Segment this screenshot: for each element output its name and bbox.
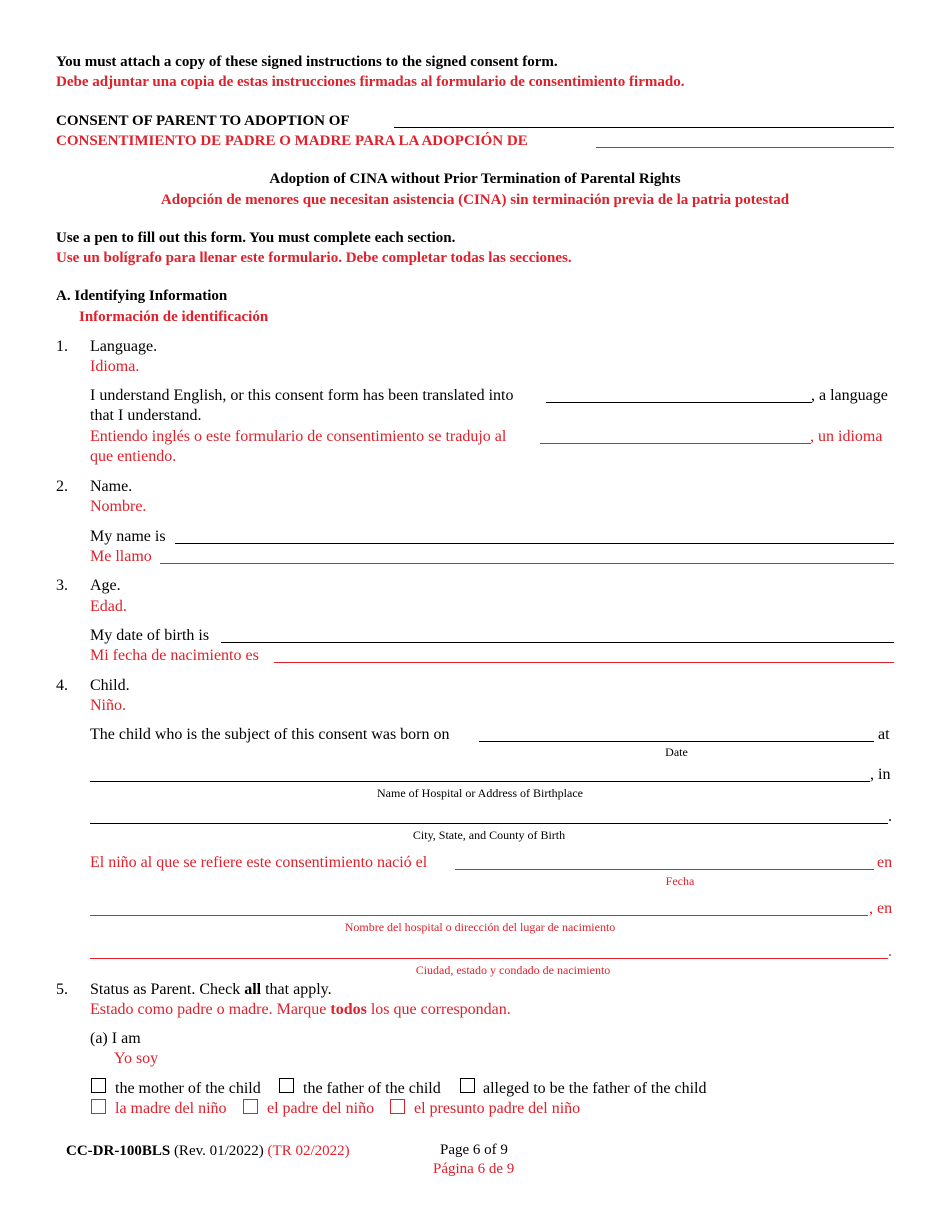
city-caption-en: City, State, and County of Birth [412, 828, 566, 842]
alleged-father-checkbox-en[interactable] [460, 1078, 475, 1093]
language-text-en: I understand English, or this consent form has been translated into [90, 387, 514, 404]
item-2-number: 2. [56, 478, 68, 495]
language-label-es: Idioma. [90, 358, 140, 375]
name-field-es[interactable] [160, 563, 894, 564]
age-label-es: Edad. [90, 598, 127, 615]
form-id: CC-DR-100BLS (Rev. 01/2022) (TR 02/2022) [66, 1143, 350, 1159]
consent-title-es: CONSENTIMIENTO DE PADRE O MADRE PARA LA ADOPCIÓN DE [56, 133, 528, 149]
adoptee-name-field-es[interactable] [596, 147, 894, 148]
language-field-es[interactable] [540, 443, 811, 444]
age-label-en: Age. [90, 577, 121, 594]
item-1-number: 1. [56, 338, 68, 355]
period-es: . [888, 943, 892, 960]
child-label-es: Niño. [90, 697, 126, 714]
child-en-text-es: en [877, 854, 893, 871]
language-field-en[interactable] [546, 402, 812, 403]
mother-checkbox-es[interactable] [91, 1099, 106, 1114]
period-en: . [888, 808, 892, 825]
father-option-es: el padre del niño [267, 1100, 375, 1117]
pen-instruction-en: Use a pen to fill out this form. You must complete each section. [56, 230, 456, 246]
pen-instruction-es: Use un bolígrafo para llenar este formulario. Debe completar todas las secciones. [56, 250, 572, 266]
comma-en-text-es: , en [869, 900, 893, 917]
name-text-es: Me llamo [90, 548, 152, 565]
hospital-caption-es: Nombre del hospital o dirección del lugar de nacimiento [344, 920, 616, 934]
item-5-number: 5. [56, 981, 68, 998]
alleged-father-option-en: alleged to be the father of the child [483, 1080, 707, 1097]
subtitle-en: Adoption of CINA without Prior Termination of Parental Rights [269, 171, 681, 187]
date-caption-en: Date [665, 745, 688, 759]
item-4-number: 4. [56, 677, 68, 694]
city-caption-es: Ciudad, estado y condado de nacimiento [415, 963, 611, 977]
father-checkbox-en[interactable] [279, 1078, 294, 1093]
dob-field-en[interactable] [221, 642, 894, 643]
dob-field-es[interactable] [274, 662, 894, 663]
status-label-en: Status as Parent. Check all that apply. [90, 981, 332, 998]
alleged-father-checkbox-es[interactable] [390, 1099, 405, 1114]
city-state-county-field-es[interactable] [90, 958, 888, 959]
birthplace-field-es[interactable] [90, 915, 868, 916]
birthplace-field-en[interactable] [90, 781, 870, 782]
birth-date-field-en[interactable] [479, 741, 874, 742]
sub-a-label-es: Yo soy [114, 1050, 159, 1067]
section-a-title-es: Información de identificación [79, 309, 269, 325]
attach-notice-en: You must attach a copy of these signed instructions to the signed consent form. [56, 54, 558, 70]
language-text-en-2: that I understand. [90, 407, 202, 424]
city-state-county-field-en[interactable] [90, 823, 888, 824]
item-3-number: 3. [56, 577, 68, 594]
mother-checkbox-en[interactable] [91, 1078, 106, 1093]
name-field-en[interactable] [175, 543, 894, 544]
language-text-en-tail: , a language [811, 387, 888, 404]
sub-a-label-en: (a) I am [90, 1030, 141, 1047]
child-born-text-en: The child who is the subject of this consent was born on [90, 726, 450, 743]
subtitle-es: Adopción de menores que necesitan asistencia (CINA) sin terminación previa de la patria potestad [160, 192, 790, 208]
page-number-es: Página 6 de 9 [433, 1161, 515, 1177]
language-label-en: Language. [90, 338, 158, 355]
dob-text-es: Mi fecha de nacimiento es [90, 647, 259, 664]
attach-notice-es: Debe adjuntar una copia de estas instrucciones firmadas al formulario de consentimiento firmado. [56, 74, 685, 90]
adoptee-name-field-en[interactable] [394, 127, 894, 128]
name-label-es: Nombre. [90, 498, 147, 515]
father-option-en: the father of the child [303, 1080, 441, 1097]
page-number-en: Page 6 of 9 [440, 1142, 508, 1158]
alleged-father-option-es: el presunto padre del niño [414, 1100, 581, 1117]
hospital-caption-en: Name of Hospital or Address of Birthplace [377, 786, 583, 800]
name-label-en: Name. [90, 478, 133, 495]
name-text-en: My name is [90, 528, 166, 545]
child-born-text-es: El niño al que se refiere este consentimiento nació el [90, 854, 428, 871]
mother-option-es: la madre del niño [115, 1100, 227, 1117]
language-text-es-tail: , un idioma [810, 428, 883, 445]
mother-option-en: the mother of the child [115, 1080, 261, 1097]
birth-date-field-es[interactable] [455, 869, 874, 870]
child-at-text-en: at [878, 726, 890, 743]
status-label-es: Estado como padre o madre. Marque todos los que correspondan. [90, 1001, 511, 1018]
child-label-en: Child. [90, 677, 130, 694]
dob-text-en: My date of birth is [90, 627, 210, 644]
section-a-title-en: A. Identifying Information [56, 288, 228, 304]
consent-title-en: CONSENT OF PARENT TO ADOPTION OF [56, 113, 350, 129]
comma-in-text-en: , in [870, 766, 891, 783]
language-text-es-2: que entiendo. [90, 448, 177, 465]
father-checkbox-es[interactable] [243, 1099, 258, 1114]
language-text-es: Entiendo inglés o este formulario de consentimiento se tradujo al [90, 428, 507, 445]
date-caption-es: Fecha [665, 874, 695, 888]
